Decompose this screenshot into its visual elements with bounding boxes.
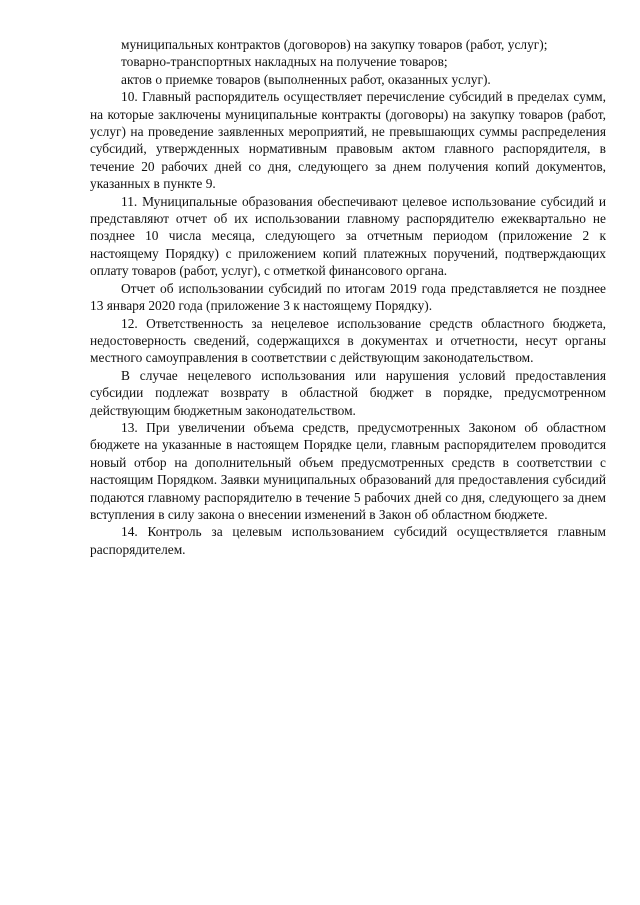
paragraph-item-13: 13. При увеличении объема средств, предусмотренных Законом об областном бюджете на указанные в настоящем Порядке цели, главным распорядителем проводится новый отбор на дополнительный объем предусмотренных средств в соответствии с настоящим Порядком. Заявки муниципальных образований для предоставления субсидий подаются главному распорядителю в течение 5 рабочих дней со дня, следующего за днем вступления в силу закона о внесении изменений в Закон об областном бюджете.: [90, 419, 606, 522]
paragraph-item-12: 12. Ответственность за нецелевое использование средств областного бюджета, недостоверность сведений, содержащихся в документах и отчетности, несут органы местного самоуправления в соответствии с действующим законодательством.: [90, 315, 606, 366]
paragraph-acceptance-acts: актов о приемке товаров (выполненных работ, оказанных услуг).: [121, 71, 491, 87]
paragraph-item-10: 10. Главный распорядитель осуществляет перечисление субсидий в пределах сумм, на которые заключены муниципальные контракты (договоры) на закупку товаров (работ, услуг) на проведение заявленных мероприятий, не превышающих суммы распределения субсидий, утвержденных нормативным правовым актом главного распорядителя, в течение 20 рабочих дней со дня, следующего за днем получения копий документов, указанных в пункте 9.: [90, 89, 606, 192]
paragraph-contracts: муниципальных контрактов (договоров) на закупку товаров (работ, услуг);: [121, 37, 548, 52]
paragraph-misuse-refund: В случае нецелевого использования или нарушения условий предоставления субсидии подлежат возврату в областной бюджет в порядке, предусмотренном действующим бюджетным законодательством.: [90, 367, 606, 418]
paragraph-item-14: 14. Контроль за целевым использованием субсидий осуществляется главным распорядителем.: [90, 524, 606, 557]
paragraph-waybills: товарно-транспортных накладных на получение товаров;: [121, 54, 448, 70]
paragraph-report-2019: Отчет об использовании субсидий по итогам 2019 года представляется не позднее 13 января 2020 года (приложение 3 к настоящему Порядку).: [90, 280, 606, 314]
paragraph-item-11: 11. Муниципальные образования обеспечивают целевое использование субсидий и представляют отчет об их использовании главному распорядителю ежеквартально не позднее 10 числа месяца, следующего за отчетным периодом (приложение 2 к настоящему Порядку) с приложением копий платежных поручений, подтверждающих оплату товаров (работ, услуг), с отметкой финансового органа.: [90, 193, 606, 279]
document-page: [90, 36, 606, 558]
